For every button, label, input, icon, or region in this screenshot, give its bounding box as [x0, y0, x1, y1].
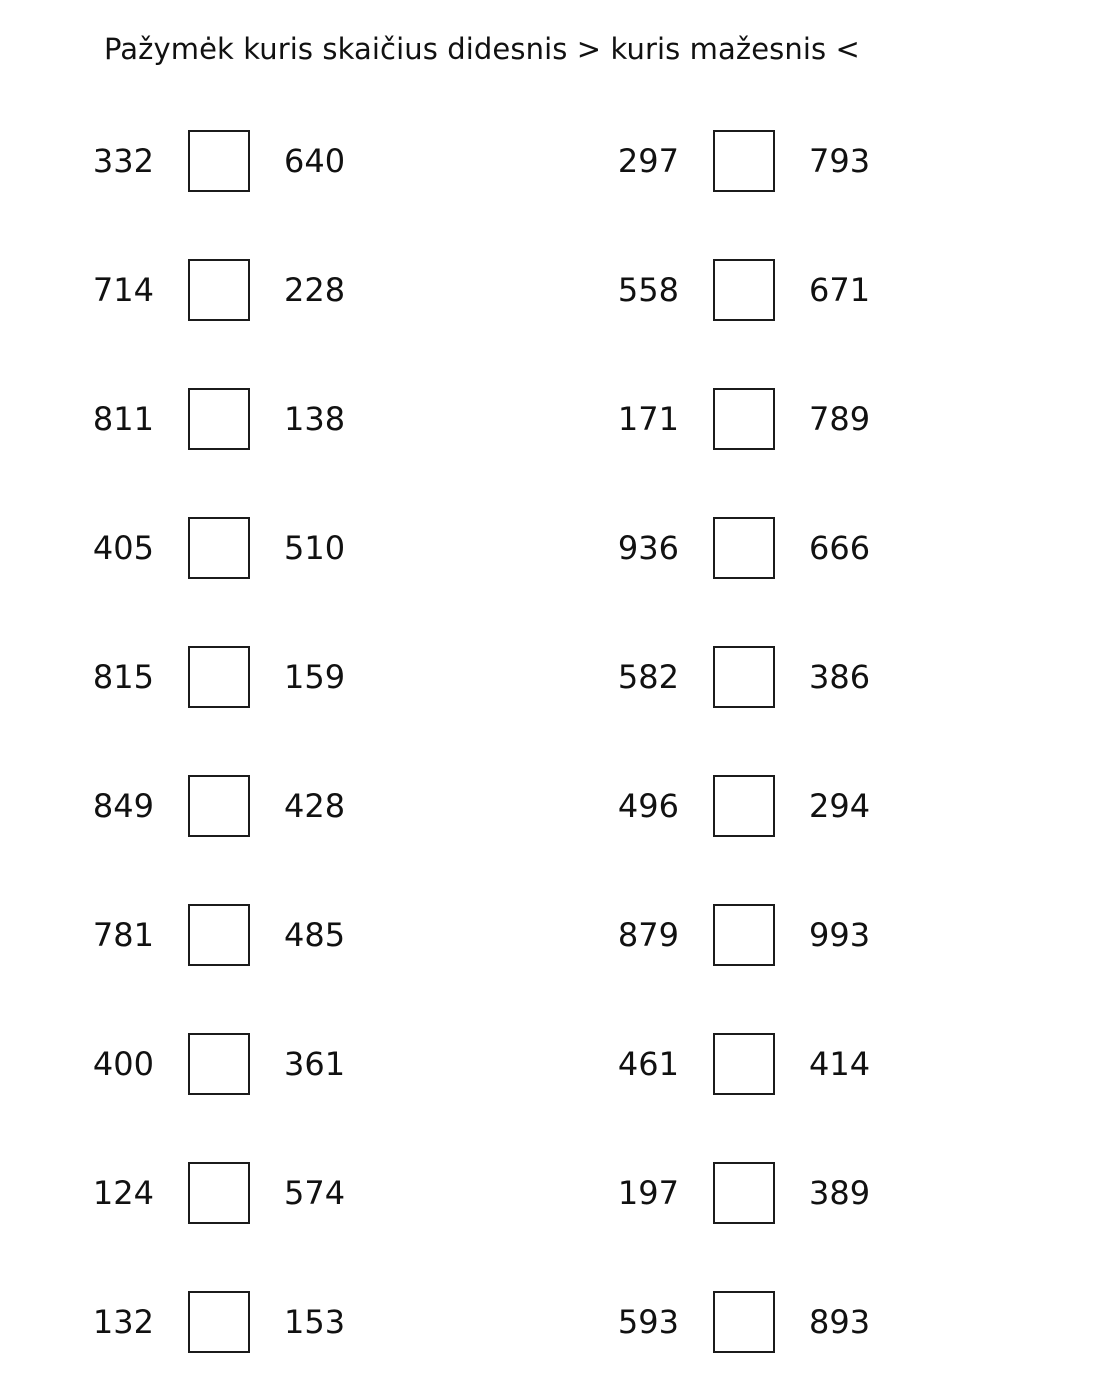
- operand-left: 197: [617, 1173, 679, 1212]
- problem-right-7: [595, 904, 995, 966]
- operand-left: 124: [92, 1173, 154, 1212]
- operand-left: 297: [617, 141, 679, 180]
- comparison-answer-box[interactable]: [188, 775, 250, 837]
- comparison-answer-box[interactable]: [188, 130, 250, 192]
- operand-right: 510: [284, 528, 346, 567]
- problem-left-2: [70, 259, 540, 321]
- operand-left: 849: [92, 786, 154, 825]
- comparison-answer-box[interactable]: [713, 259, 775, 321]
- operand-left: 171: [617, 399, 679, 438]
- operand-right: 671: [809, 270, 871, 309]
- operand-right: 666: [809, 528, 871, 567]
- operand-left: 132: [92, 1302, 154, 1341]
- problem-left-3: [70, 388, 540, 450]
- comparison-answer-box[interactable]: [713, 904, 775, 966]
- operand-right: 574: [284, 1173, 346, 1212]
- operand-left: 936: [617, 528, 679, 567]
- page-title: Pažymėk kuris skaičius didesnis > kuris mažesnis <: [104, 32, 860, 66]
- problem-row: [70, 1257, 1030, 1386]
- problem-row: [70, 96, 1030, 225]
- comparison-answer-box[interactable]: [713, 1291, 775, 1353]
- problem-right-1: [595, 130, 995, 192]
- problem-right-5: [595, 646, 995, 708]
- operand-right: 414: [809, 1044, 871, 1083]
- problem-right-4: [595, 517, 995, 579]
- problem-rows: [70, 96, 1030, 1386]
- problem-right-9: [595, 1162, 995, 1224]
- comparison-answer-box[interactable]: [188, 904, 250, 966]
- operand-left: 781: [92, 915, 154, 954]
- problem-row: [70, 612, 1030, 741]
- problem-row: [70, 870, 1030, 999]
- operand-right: 138: [284, 399, 346, 438]
- operand-right: 386: [809, 657, 871, 696]
- problem-left-4: [70, 517, 540, 579]
- problem-left-6: [70, 775, 540, 837]
- problem-row: [70, 483, 1030, 612]
- problem-row: [70, 999, 1030, 1128]
- operand-right: 893: [809, 1302, 871, 1341]
- problem-row: [70, 741, 1030, 870]
- problem-right-8: [595, 1033, 995, 1095]
- operand-right: 159: [284, 657, 346, 696]
- problem-left-9: [70, 1162, 540, 1224]
- comparison-answer-box[interactable]: [188, 1162, 250, 1224]
- operand-right: 428: [284, 786, 346, 825]
- problem-left-10: [70, 1291, 540, 1353]
- problem-left-7: [70, 904, 540, 966]
- problem-right-3: [595, 388, 995, 450]
- operand-right: 389: [809, 1173, 871, 1212]
- comparison-answer-box[interactable]: [713, 775, 775, 837]
- problem-row: [70, 1128, 1030, 1257]
- comparison-answer-box[interactable]: [713, 1033, 775, 1095]
- operand-right: 294: [809, 786, 871, 825]
- operand-left: 879: [617, 915, 679, 954]
- problem-left-1: [70, 130, 540, 192]
- comparison-answer-box[interactable]: [188, 1033, 250, 1095]
- comparison-answer-box[interactable]: [713, 517, 775, 579]
- problem-left-8: [70, 1033, 540, 1095]
- operand-right: 793: [809, 141, 871, 180]
- operand-right: 789: [809, 399, 871, 438]
- operand-right: 361: [284, 1044, 346, 1083]
- comparison-answer-box[interactable]: [713, 130, 775, 192]
- comparison-answer-box[interactable]: [188, 646, 250, 708]
- operand-left: 405: [92, 528, 154, 567]
- operand-left: 558: [617, 270, 679, 309]
- operand-right: 228: [284, 270, 346, 309]
- operand-left: 582: [617, 657, 679, 696]
- operand-left: 332: [92, 141, 154, 180]
- operand-left: 714: [92, 270, 154, 309]
- problem-row: [70, 225, 1030, 354]
- comparison-answer-box[interactable]: [713, 388, 775, 450]
- operand-right: 153: [284, 1302, 346, 1341]
- comparison-answer-box[interactable]: [713, 1162, 775, 1224]
- operand-right: 640: [284, 141, 346, 180]
- operand-right: 485: [284, 915, 346, 954]
- operand-left: 400: [92, 1044, 154, 1083]
- problem-row: [70, 354, 1030, 483]
- problem-right-10: [595, 1291, 995, 1353]
- operand-left: 593: [617, 1302, 679, 1341]
- comparison-answer-box[interactable]: [188, 259, 250, 321]
- operand-left: 496: [617, 786, 679, 825]
- operand-right: 993: [809, 915, 871, 954]
- comparison-answer-box[interactable]: [188, 388, 250, 450]
- problem-right-2: [595, 259, 995, 321]
- comparison-answer-box[interactable]: [188, 517, 250, 579]
- operand-left: 811: [92, 399, 154, 438]
- operand-left: 461: [617, 1044, 679, 1083]
- comparison-answer-box[interactable]: [188, 1291, 250, 1353]
- comparison-answer-box[interactable]: [713, 646, 775, 708]
- problem-left-5: [70, 646, 540, 708]
- operand-left: 815: [92, 657, 154, 696]
- problem-right-6: [595, 775, 995, 837]
